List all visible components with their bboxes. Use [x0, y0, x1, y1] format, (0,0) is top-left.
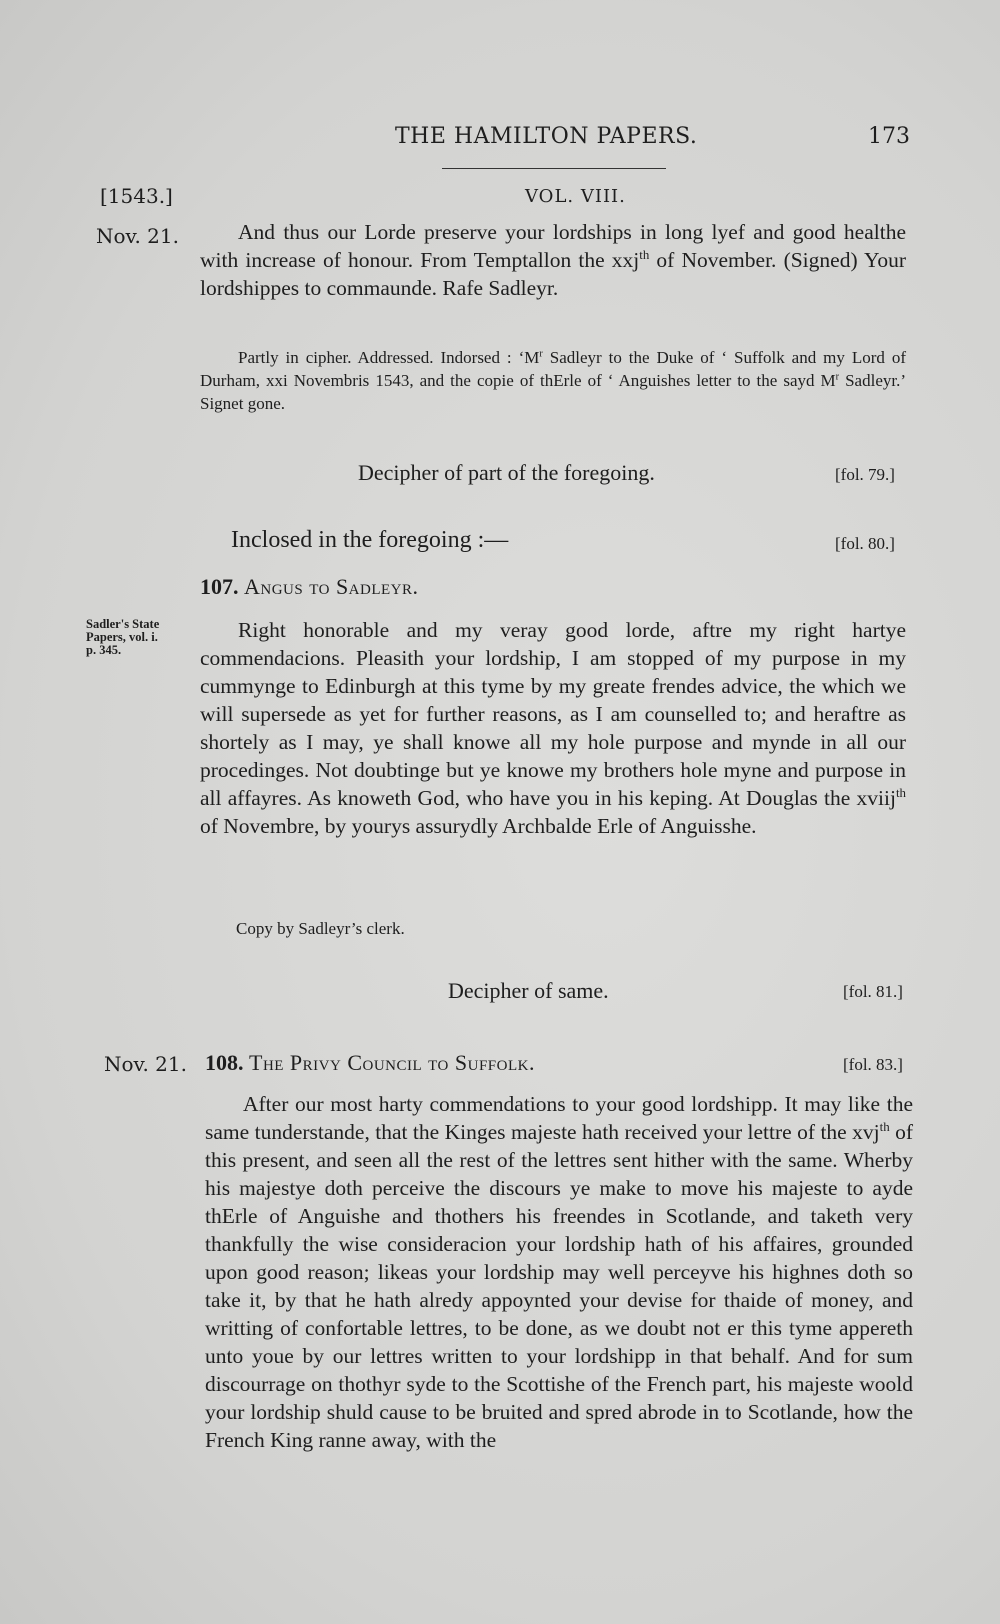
copy-note: Copy by Sadleyr’s clerk.	[236, 919, 405, 938]
volume-label: VOL. VIII.	[525, 186, 626, 207]
letter-107-body: Right honorable and my veray good lorde, aftre my right hartye commendacions. Pleasith your lordship, I am stopped of my purpose in my cummynge to Edinburgh at this tyme by my greate frendes advice, the which we will supersede as yet for further reasons, as I am counselled to; and heraftre as shortely as I may, ye shall knowe all my hole purpose and mynde in all our procedinges. Not doubtinge but ye knowe my brothers hole myne and purpose in all affayres. As knoweth God, who have you in his keping. At Douglas the xviij$^{th}$ of Novembre, by yourys assurydly Archbalde Erle of Anguisshe.	[200, 618, 906, 838]
running-title: THE HAMILTON PAPERS.	[395, 124, 698, 149]
letter-title: Angus to Sadleyr.	[244, 574, 419, 599]
date-marker: Nov. 21.	[96, 224, 179, 248]
folio-ref: [fol. 80.]	[835, 534, 895, 553]
letter-107-heading	[200, 574, 419, 600]
inclosed-label: Inclosed in the foregoing :—	[231, 527, 509, 553]
decipher-label: Decipher of part of the foregoing.	[358, 460, 655, 485]
header-rule	[442, 168, 666, 169]
letter-106-endorsement: Partly in cipher. Addressed. Indorsed : ‘$M^r$ Sadleyr to the Duke of ‘ Suffolk and my Lord of Durham, xxi Novembris 1543, and the copie of thErle of ‘ Anguishes letter to the sayd $M^r$ Sadleyr.’ Signet gone.	[200, 348, 906, 413]
decipher-label: Decipher of same.	[448, 978, 609, 1003]
letter-108-heading	[205, 1050, 535, 1076]
folio-ref: [fol. 79.]	[835, 465, 895, 484]
folio-ref: [fol. 83.]	[843, 1055, 903, 1074]
margin-note: Sadler's State Papers, vol. i. p. 345.	[86, 617, 160, 657]
letter-number: 108.	[205, 1050, 244, 1075]
folio-ref: [fol. 81.]	[843, 982, 903, 1001]
date-marker: Nov. 21.	[104, 1052, 187, 1076]
year-marker: [1543.]	[100, 184, 173, 208]
letter-106-closing: And thus our Lorde preserve your lordships in long lyef and good healthe with increase of honour. From Temptallon the xxj$^{th}$ of November. (Signed) Your lordshippes to commaunde. Rafe Sadleyr.	[200, 220, 906, 300]
letter-108-body: After our most harty commendations to your good lordshipp. It may like the same tunderstande, that the Kinges majeste hath received your lettre of the xvj$^{th}$ of this present, and seen all the rest of the lettres sent hither with the same. Wherby his majestye doth perceive the discours ye make to move his majeste to ayde thErle of Anguishe and thothers his freendes in Scotlande, and taketh very thankfully the wise consideracion your lordship hath of his affaires, grounded upon good reason; likeas your lordship may well perceyve his highnes doth so take it, by that he hath alredy appoynted your devise for thaide of money, and writting of confortable lettres, to be done, as we doubt not er this tyme appereth unto youe by our lettres written to your lordshipp in that behalf. And for sum discourrage on thothyr syde to the Scottishe of the French part, his majeste woold your lordship shuld cause to be bruited and spred abrode in to Scotlande, how the French King ranne away, with the	[205, 1092, 913, 1452]
letter-title: The Privy Council to Suffolk.	[249, 1050, 535, 1075]
letter-number: 107.	[200, 574, 239, 599]
page-number: 173	[868, 124, 910, 149]
